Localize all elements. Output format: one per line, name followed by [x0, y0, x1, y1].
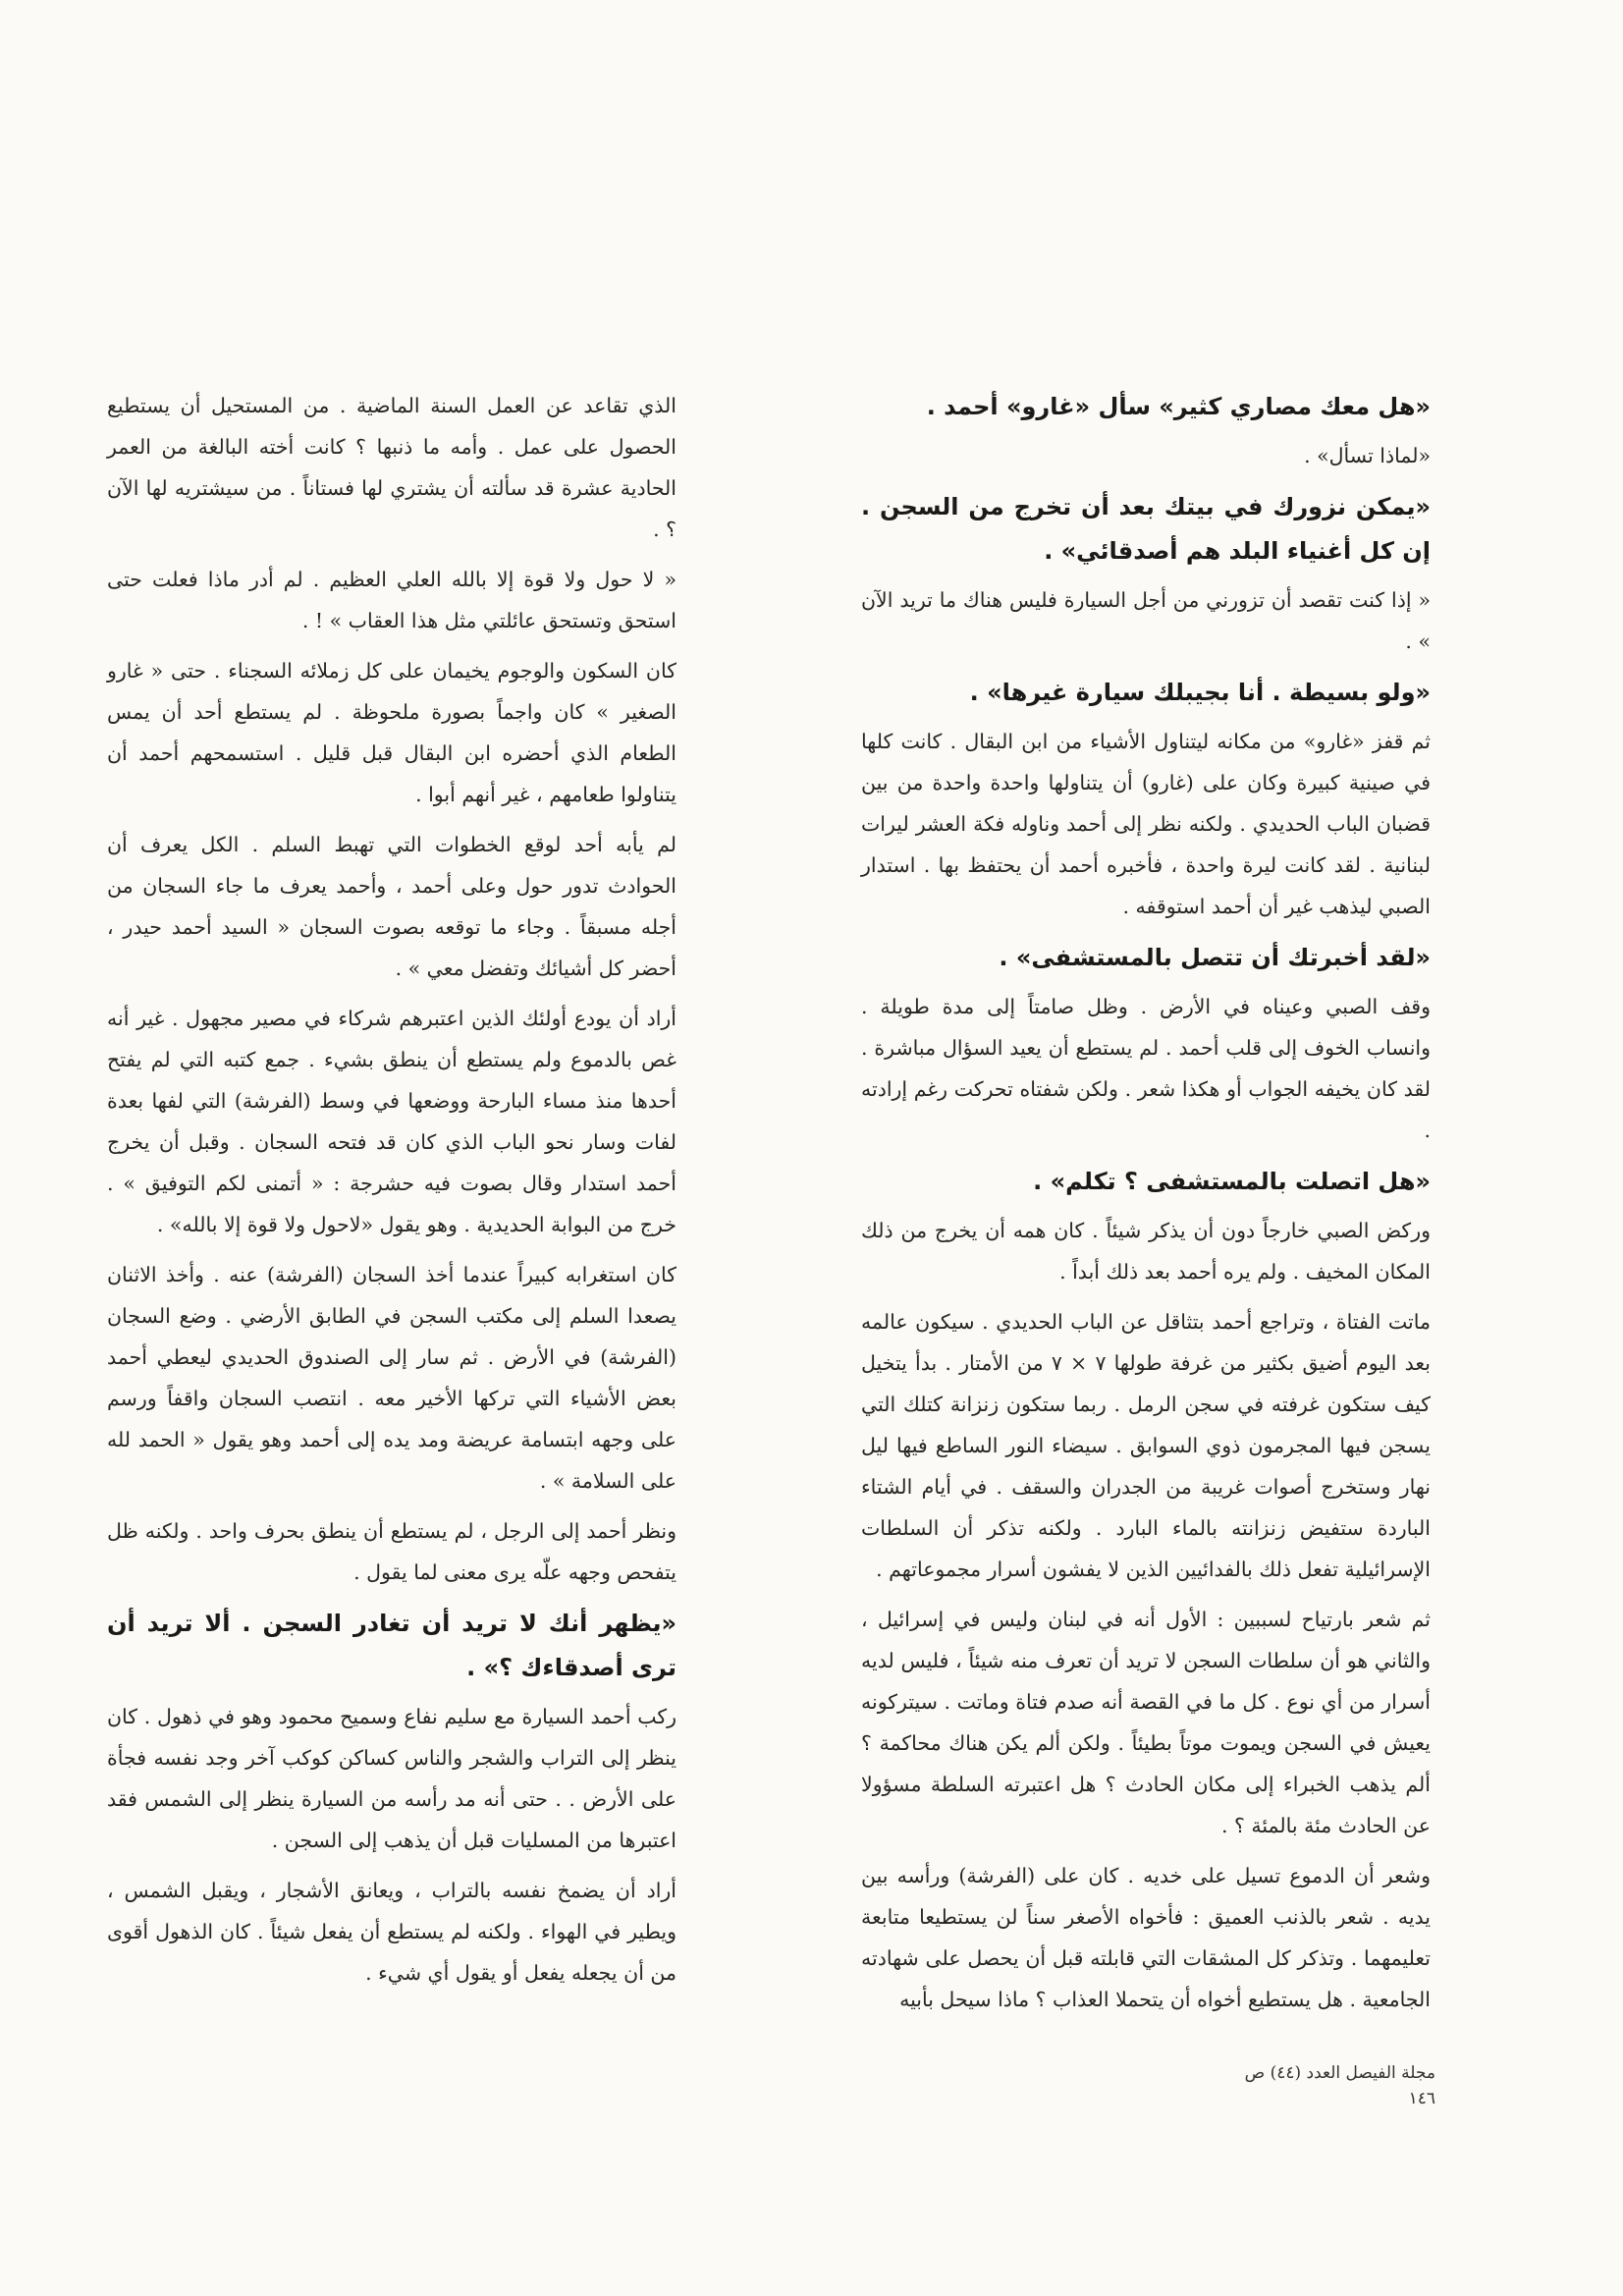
dialogue-line: «لقد أخبرتك أن تتصل بالمستشفى» .	[999, 944, 1431, 971]
body-paragraph: أراد أن يضمخ نفسه بالتراب ، ويعانق الأشجار ، ويقبل الشمس ، ويطير في الهواء . ولكنه لم يستطع أن يفعل شيئاً . كان الذهول أقوى من أن يجعله يفعل أو يقول أي شيء .	[107, 1879, 676, 1985]
body-paragraph: كان السكون والوجوم يخيمان على كل زملائه السجناء . حتى « غارو الصغير » كان واجماً بصورة ملحوظة . لم يستطع أحد أن يمس الطعام الذي أحضره ابن البقال قبل قليل . استسمحهم أحمد أن يتناولوا طعامهم ، غير أنهم أبوا .	[107, 659, 676, 806]
body-paragraph: وشعر أن الدموع تسيل على خديه . كان على (الفرشة) ورأسه بين يديه . شعر بالذنب العميق : فأخواه الأصغر سناً لن يستطيعا متابعة تعليمهما . وتذكر كل المشقات التي قابلته قبل أن يحصل على شهادته الجامعية . هل يستطيع أخواه أن يتحملا العذاب ؟ ماذا سيحل بأبيه	[861, 1864, 1431, 2011]
body-paragraph: أراد أن يودع أولئك الذين اعتبرهم شركاء في مصير مجهول . غير أنه غص بالدموع ولم يستطع أن ينطق بشيء . جمع كتبه التي لم يفتح أحدها منذ مساء البارحة ووضعها في وسط (الفرشة) التي لفها بعدة لفات وسار نحو الباب الذي كان قد فتحه السجان . وقبل أن يخرج أحمد استدار وقال بصوت فيه حشرجة : « أتمنى لكم التوفيق » . خرج من البوابة الحديدية . وهو يقول «لاحول ولا قوة إلا بالله» .	[107, 1007, 676, 1236]
body-paragraph: كان استغرابه كبيراً عندما أخذ السجان (الفرشة) عنه . وأخذ الاثنان يصعدا السلم إلى مكتب السجن في الطابق الأرضي . وضع السجان (الفرشة) في الأرض . ثم سار إلى الصندوق الحديدي ليعطي أحمد بعض الأشياء التي تركها الأخير معه . انتصب السجان واقفاً ورسم على وجهه ابتسامة عريضة ومد يده إلى أحمد وهو يقول « الحمد لله على السلامة » .	[107, 1263, 676, 1493]
body-paragraph: ثم قفز «غارو» من مكانه ليتناول الأشياء من ابن البقال . كانت كلها في صينية كبيرة وكان على (غارو) أن يتناولها واحدة واحدة من بين قضبان الباب الحديدي . ولكنه نظر إلى أحمد وناوله فكة العشر ليرات لبنانية . لقد كانت ليرة واحدة ، فأخبره أحمد أن يحتفظ بها . استدار الصبي ليذهب غير أن أحمد استوقفه .	[861, 730, 1431, 918]
body-paragraph: « لا حول ولا قوة إلا بالله العلي العظيم . لم أدر ماذا فعلت حتى استحق وتستحق عائلتي مثل هذا العقاب » ! .	[107, 568, 676, 632]
body-paragraph: وركض الصبي خارجاً دون أن يذكر شيئاً . كان همه أن يخرج من ذلك المكان المخيف . ولم يره أحمد بعد ذلك أبداً .	[861, 1219, 1431, 1284]
body-paragraph: وقف الصبي وعيناه في الأرض . وظل صامتاً إلى مدة طويلة . وانساب الخوف إلى قلب أحمد . لم يستطع أن يعيد السؤال مباشرة . لقد كان يخيفه الجواب أو هكذا شعر . ولكن شفتاه تحركت رغم إرادته .	[861, 995, 1431, 1142]
body-paragraph: ركب أحمد السيارة مع سليم نفاع وسميح محمود وهو في ذهول . كان ينظر إلى التراب والشجر والناس كساكن كوكب آخر وجد نفسه فجأة على الأرض . . حتى أنه مد رأسه من السيارة ينظر إلى الشمس فقد اعتبرها من المسليات قبل أن يذهب إلى السجن .	[107, 1705, 676, 1852]
body-paragraph: «لماذا تسأل» .	[1304, 444, 1431, 467]
body-paragraph: ماتت الفتاة ، وتراجع أحمد بتثاقل عن الباب الحديدي . سيكون عالمه بعد اليوم أضيق بكثير من غرفة طولها ٧ × ٧ من الأمتار . بدأ يتخيل كيف ستكون غرفته في سجن الرمل . ربما ستكون زنزانة كتلك التي يسجن فيها المجرمون ذوي السوابق . سيضاء النور الساطع فيها ليل نهار وستخرج أصوات غريبة من الجدران والسقف . في أيام الشتاء الباردة ستفيض زنزانته بالماء البارد . ولكنه تذكر أن السلطات الإسرائيلية تفعل ذلك بالفدائيين الذين لا يفشون أسرار مجموعاتهم .	[861, 1310, 1431, 1581]
body-paragraph: ونظر أحمد إلى الرجل ، لم يستطع أن ينطق بحرف واحد . ولكنه ظل يتفحص وجهه علّه يرى معنى لما يقول .	[107, 1519, 676, 1584]
left-column	[107, 385, 676, 2002]
dialogue-line: «هل اتصلت بالمستشفى ؟ تكلم» .	[1033, 1168, 1431, 1195]
body-paragraph: « إذا كنت تقصد أن تزورني من أجل السيارة فليس هناك ما تريد الآن » .	[861, 588, 1431, 653]
body-paragraph: لم يأبه أحد لوقع الخطوات التي تهبط السلم . الكل يعرف أن الحوادث تدور حول وعلى أحمد ، وأحمد يعرف ما جاء السجان من أجله مسبقاً . وجاء ما توقعه بصوت السجان « السيد أحمد حيدر ، أحضر كل أشيائك وتفضل معي » .	[107, 833, 676, 980]
body-paragraph: الذي تقاعد عن العمل السنة الماضية . من المستحيل أن يستطيع الحصول على عمل . وأمه ما ذنبها ؟ كانت أخته البالغة من العمر الحادية عشرة قد سألته أن يشتري لها فستاناً . من سيشتريه لها الآن ؟ .	[107, 394, 676, 541]
page-footer: مجلة الفيصل العدد (٤٤) ص ١٤٦	[1244, 2063, 1435, 2108]
dialogue-line: «يمكن نزورك في بيتك بعد أن تخرج من السجن . إن كل أغنياء البلد هم أصدقائي» .	[861, 493, 1431, 565]
dialogue-line: «يظهر أنك لا تريد أن تغادر السجن . ألا تريد أن ترى أصدقاءك ؟» .	[107, 1610, 676, 1681]
right-column	[861, 385, 1431, 2029]
dialogue-line: «هل معك مصاري كثير» سأل «غارو» أحمد .	[926, 393, 1431, 420]
body-paragraph: ثم شعر بارتياح لسببين : الأول أنه في لبنان وليس في إسرائيل ، والثاني هو أن سلطات السجن لا تريد أن تعرف منه شيئاً ، فليس لديه أسرار من أي نوع . كل ما في القصة أنه صدم فتاة وماتت . سيتركونه يعيش في السجن ويموت موتاً بطيئاً . ولكن ألم يكن هناك محاكمة ؟ ألم يذهب الخبراء إلى مكان الحادث ؟ هل اعتبرته السلطة مسؤولا عن الحادث مئة بالمئة ؟ .	[861, 1608, 1431, 1837]
dialogue-line: «ولو بسيطة . أنا بجيبلك سيارة غيرها» .	[969, 679, 1431, 706]
